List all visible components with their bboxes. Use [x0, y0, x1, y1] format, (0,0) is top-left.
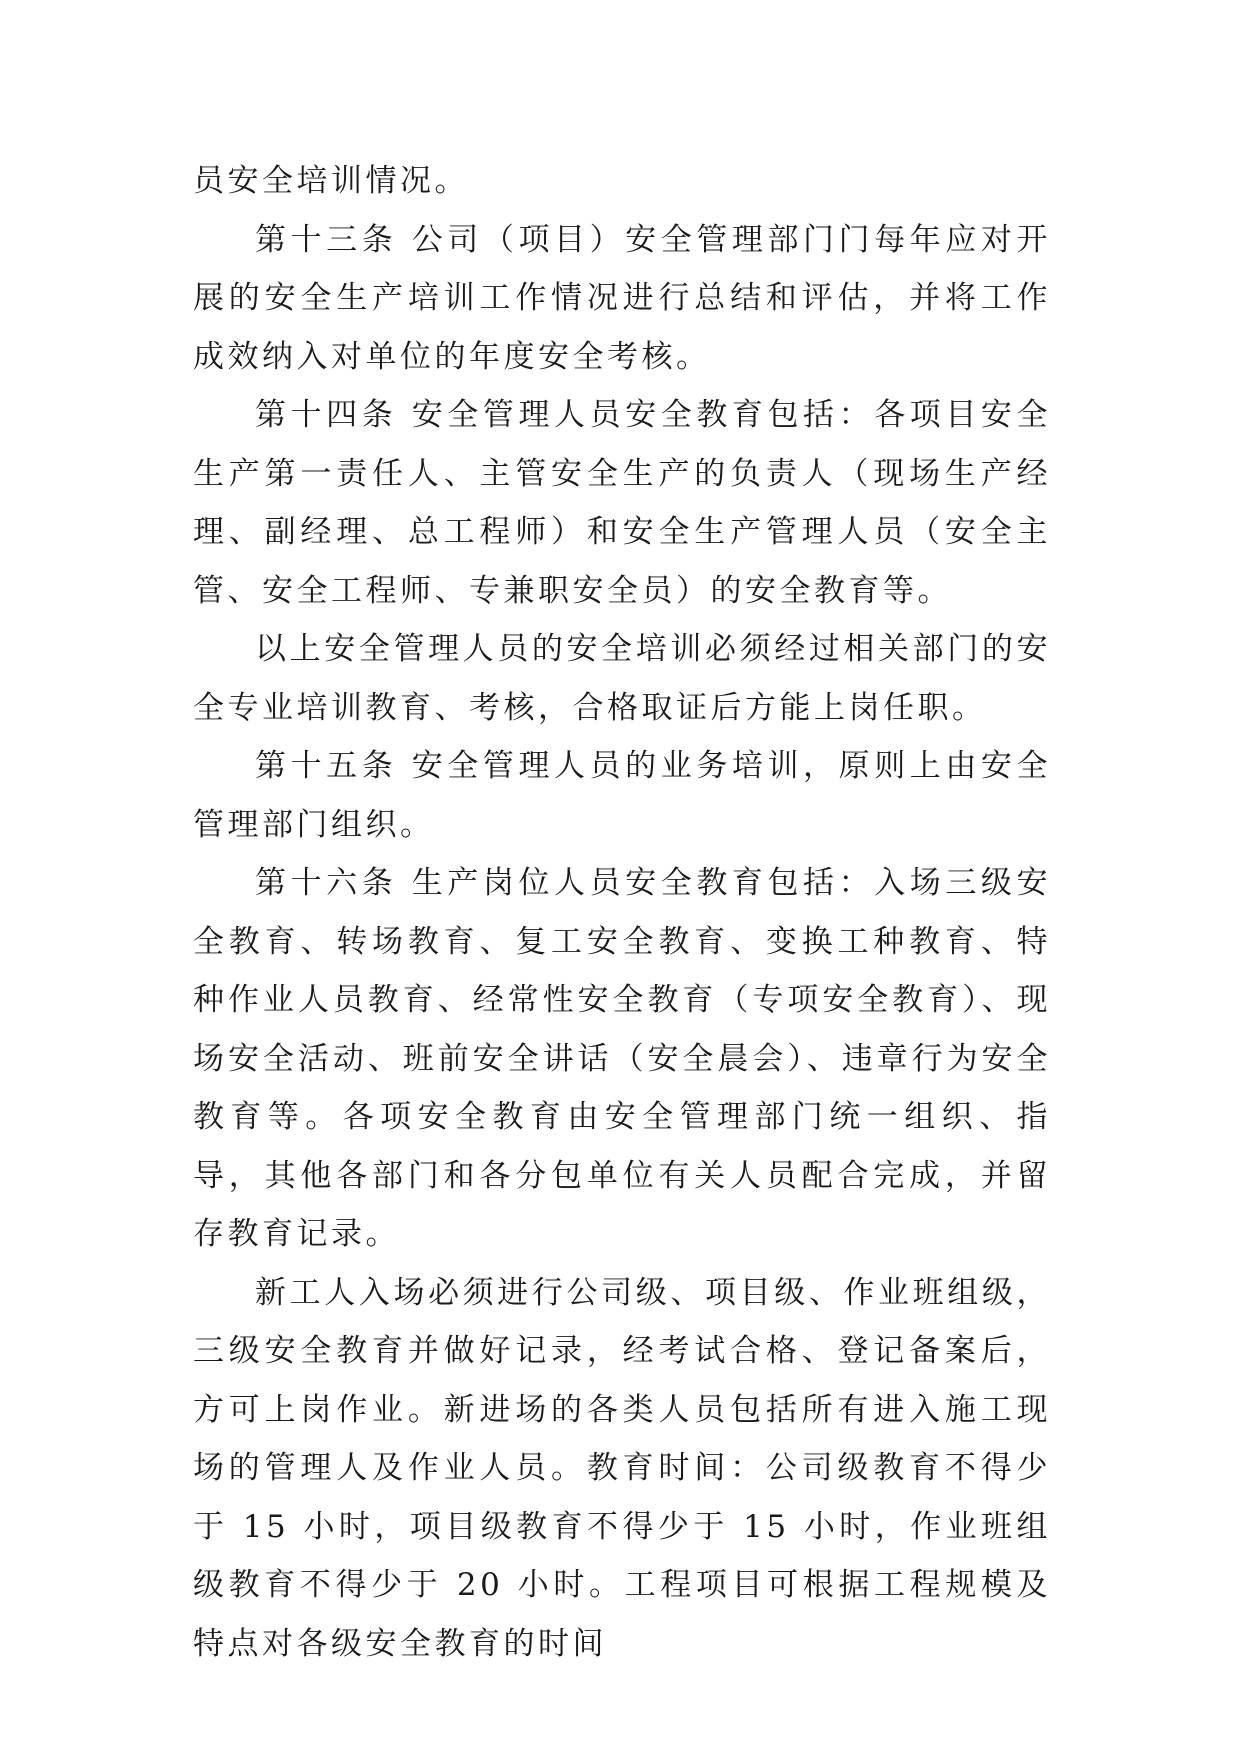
paragraph-article-16: 第十六条 生产岗位人员安全教育包括：入场三级安全教育、转场教育、复工安全教育、变换工种教育、特种作业人员教育、经常性安全教育（专项安全教育）、现场安全活动、班前安全讲话（安全晨会）、违章行为安全教育等。各项安全教育由安全管理部门统一组织、指导，其他各部门和各分包单位有关人员配合完成，并留存教育记录。 [193, 865, 1051, 1252]
paragraph-article-15: 第十五条 安全管理人员的业务培训，原则上由安全管理部门组织。 [193, 748, 1051, 843]
paragraph-article-13: 第十三条 公司（项目）安全管理部门门每年应对开展的安全生产培训工作情况进行总结和评估，并将工作成效纳入对单位的年度安全考核。 [193, 221, 1051, 375]
document-body [193, 152, 1051, 1673]
paragraph-article-14: 第十四条 安全管理人员安全教育包括：各项目安全生产第一责任人、主管安全生产的负责人（现场生产经理、副经理、总工程师）和安全生产管理人员（安全主管、安全工程师、专兼职安全员）的安全教育等。 [193, 397, 1051, 609]
paragraph-new-worker-training: 新工人入场必须进行公司级、项目级、作业班组级，三级安全教育并做好记录，经考试合格、登记备案后，方可上岗作业。新进场的各类人员包括所有进入施工现场的管理人及作业人员。教育时间：公司级教育不得少于 15 小时，项目级教育不得少于 15 小时，作业班组级教育不得少于 20 小时。工程项目可根据工程规模及特点对各级安全教育的时间 [193, 1274, 1051, 1662]
paragraph-continuation: 员安全培训情况。 [193, 163, 469, 199]
paragraph-article-14-note: 以上安全管理人员的安全培训必须经过相关部门的安全专业培训教育、考核，合格取证后方能上岗任职。 [193, 631, 1051, 726]
